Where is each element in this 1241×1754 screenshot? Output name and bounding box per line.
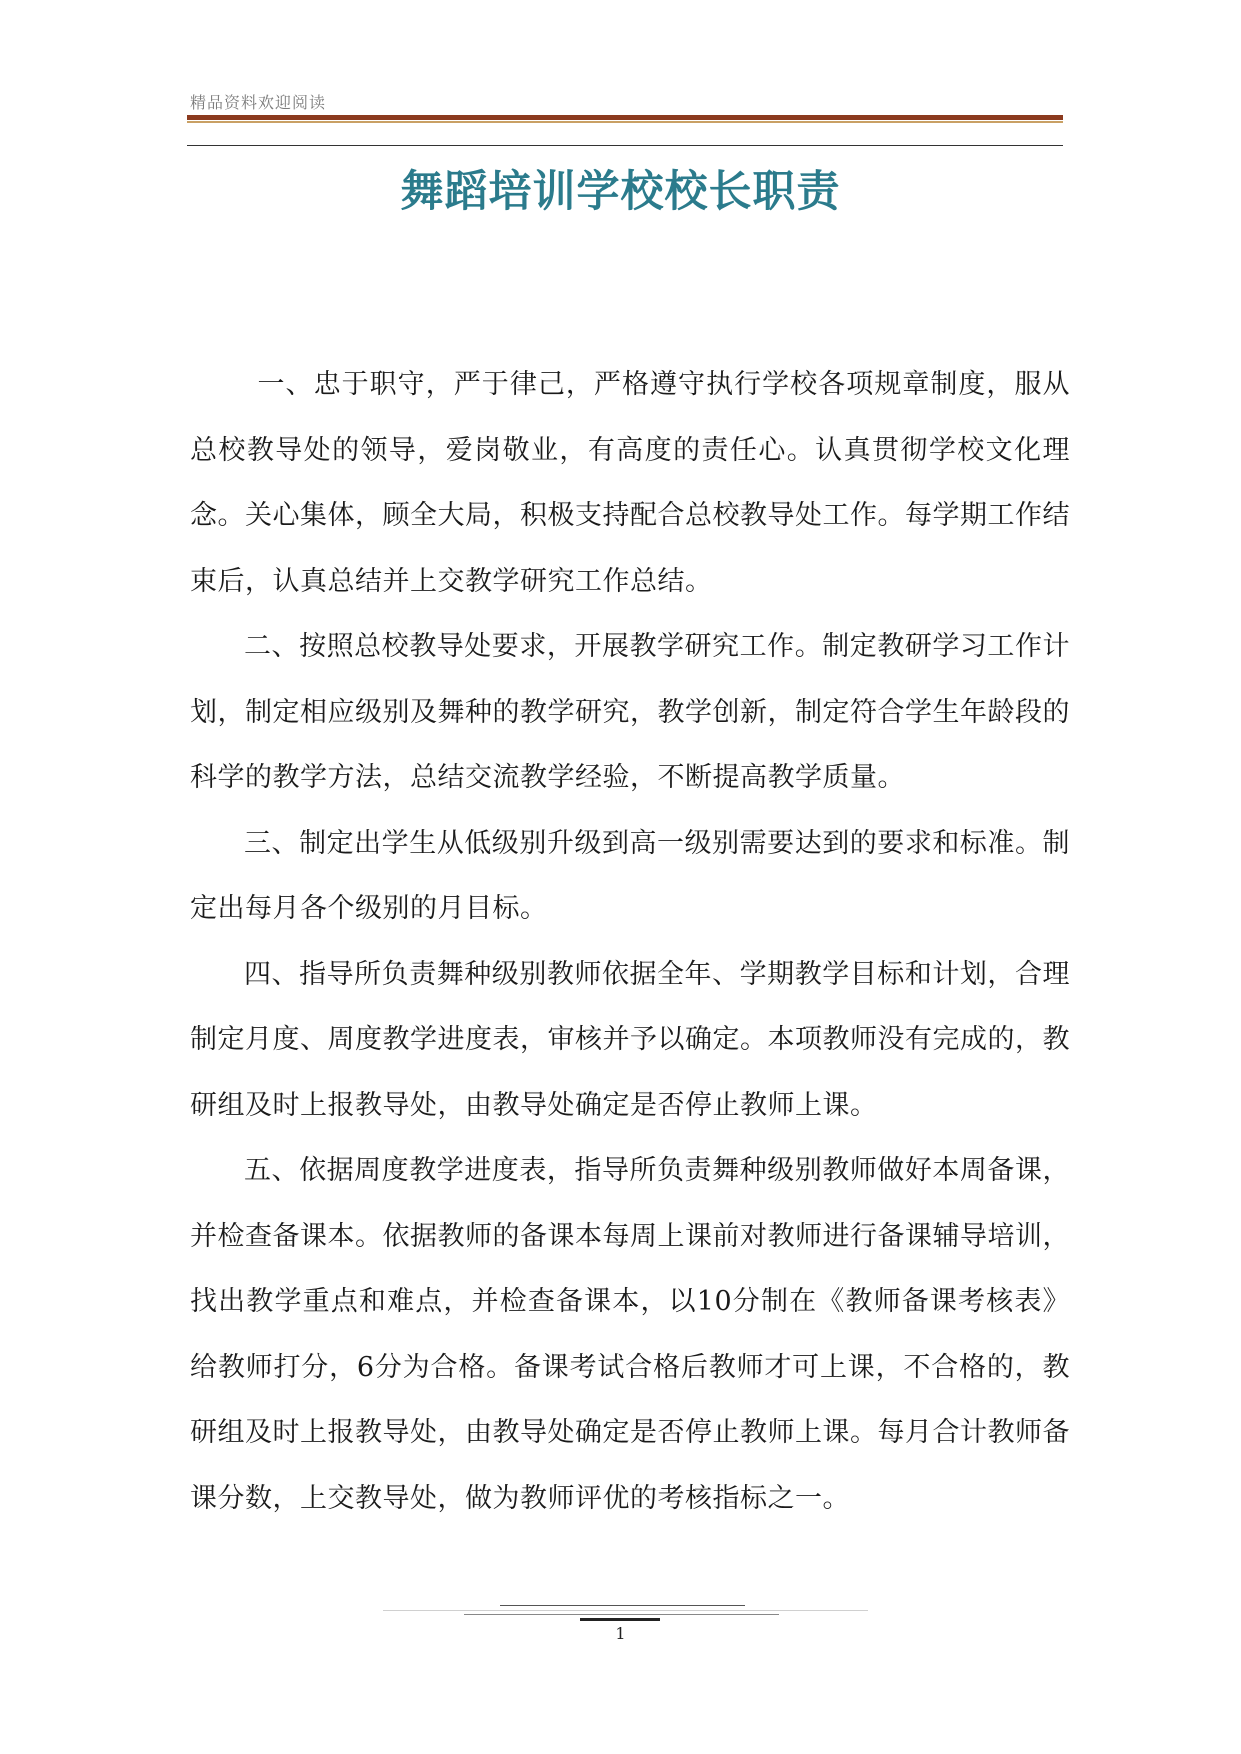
header-rule-accent xyxy=(187,121,1063,123)
paragraph-1: 一、忠于职守，严于律己，严格遵守执行学校各项规章制度，服从总校教导处的领导，爱岗敬业，有高度的责任心。认真贯彻学校文化理念。关心集体，顾全大局，积极支持配合总校教导处工作。每学期工作结束后，认真总结并上交教学研究工作总结。 xyxy=(190,369,1070,597)
paragraph-2: 二、按照总校教导处要求，开展教学研究工作。制定教研学习工作计划，制定相应级别及舞种的教学研究，教学创新，制定符合学生年龄段的科学的教学方法，总结交流教学经验，不断提高教学质量。 xyxy=(190,631,1070,793)
footer-rule-bottom xyxy=(464,1614,779,1615)
footer-rule-top xyxy=(500,1605,745,1606)
document-title: 舞蹈培训学校校长职责 xyxy=(400,167,841,217)
footer-page-mark xyxy=(580,1618,660,1621)
page-number: 1 xyxy=(615,1624,626,1643)
footer-rule-wide xyxy=(383,1610,868,1611)
header-rule-thick xyxy=(187,115,1063,120)
page-header-text: 精品资料欢迎阅读 xyxy=(190,93,327,112)
paragraph-3: 三、制定出学生从低级别升级到高一级别需要达到的要求和标准。制定出每月各个级别的月目标。 xyxy=(190,827,1070,924)
document-body xyxy=(190,352,1070,1531)
paragraph-5: 五、依据周度教学进度表，指导所负责舞种级别教师做好本周备课，并检查备课本。依据教师的备课本每周上课前对教师进行备课辅导培训，找出教学重点和难点，并检查备课本，以10分制在《教师备课考核表》给教师打分，6分为合格。备课考试合格后教师才可上课，不合格的，教研组及时上报教导处，由教导处确定是否停止教师上课。每月合计教师备课分数，上交教导处，做为教师评优的考核指标之一。 xyxy=(190,1155,1070,1514)
paragraph-4: 四、指导所负责舞种级别教师依据全年、学期教学目标和计划，合理制定月度、周度教学进度表，审核并予以确定。本项教师没有完成的，教研组及时上报教导处，由教导处确定是否停止教师上课。 xyxy=(190,958,1070,1121)
header-rule-thin xyxy=(187,145,1063,146)
